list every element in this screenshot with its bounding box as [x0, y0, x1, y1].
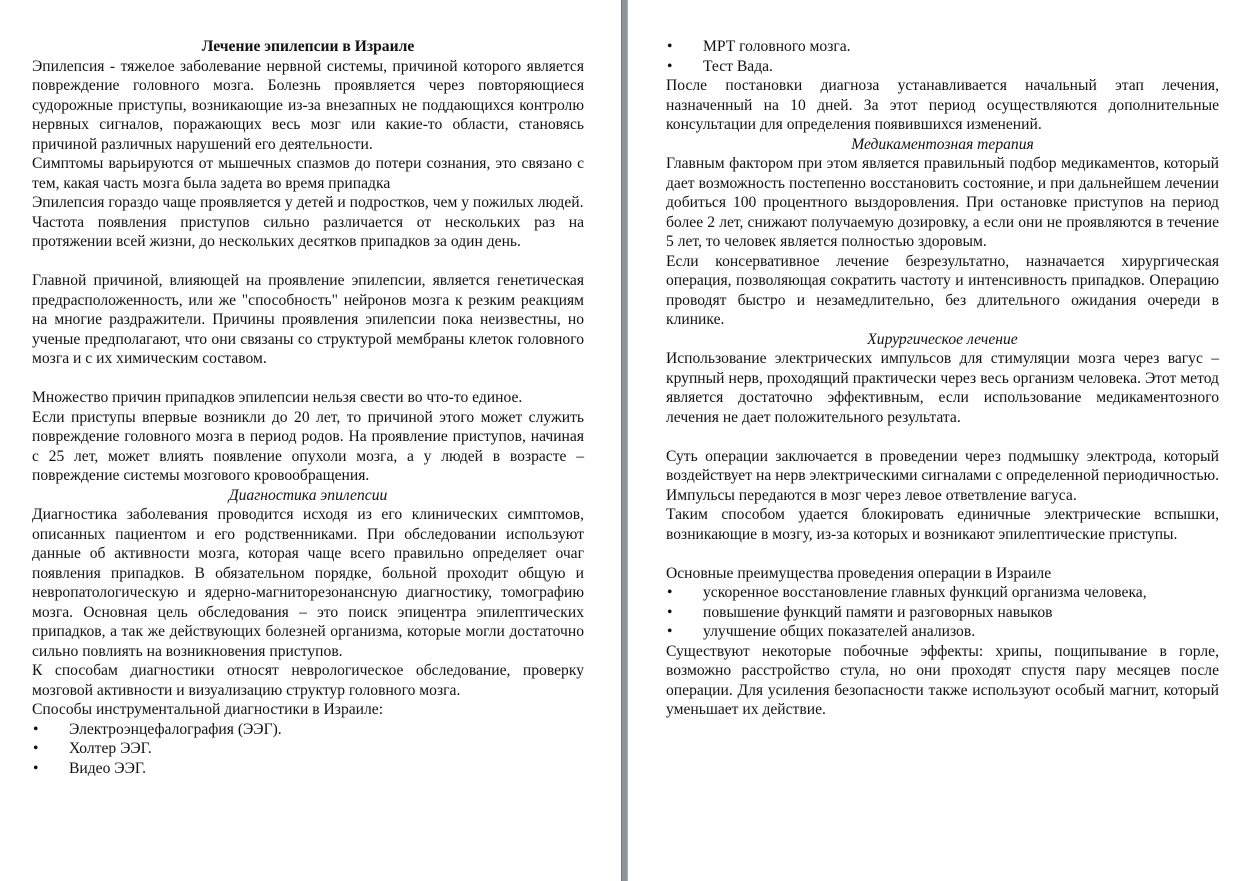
heading-surgical-treatment: Хирургическое лечение: [867, 330, 1018, 348]
paragraph-advantages-intro: Основные преимущества проведения операции в Израиле: [666, 564, 1052, 582]
heading-drug-therapy: Медикаментозная терапия: [851, 135, 1034, 153]
paragraph-side-effects: Существуют некоторые побочные эффекты: хрипы, пощипывание в горле, возможно расстройство стула, но они проходят спустя пару месяцев после операции. Для усиления безопасности также используют особый магнит, который уменьшает их действие.: [666, 642, 1219, 718]
paragraph-instrumental-intro: Способы инструментальной диагностики в Израиле:: [32, 701, 384, 718]
paragraph-frequency: Частота появления приступов сильно различается от нескольких раз на протяжении всей жизни, до нескольких десятков припадков за один день.: [32, 213, 584, 250]
paragraph-medication: Главным фактором при этом является правильный подбор медикаментов, который дает возможность постепенно восстановить состояние, и при дальнейшем лечении добиться 100 процентного выздоровления. При остановке приступов на период более 2 лет, снижают получаемую дозировку, а если они не проявляются в течение 5 лет, то человек является полностью здоровым.: [666, 155, 1219, 250]
paragraph-operation-essence: Суть операции заключается в проведении через подмышку электрода, который воздействует на нерв электрическими сигналами с определенной периодичностью. Импульсы передаются в мозг через левое ответвление вагуса.: [666, 447, 1219, 504]
paragraph-causes-variety: Множество причин припадков эпилепсии нельзя свести во что-то единое.: [32, 389, 523, 406]
page-divider: [621, 0, 628, 881]
blank-line: [32, 369, 584, 389]
list-item: • МРТ головного мозга.: [666, 37, 1219, 57]
paragraph-surgery-indication: Если консервативное лечение безрезультатно, назначается хирургическая операция, позволяющая сократить частоту и интенсивность припадков. Операцию проводят быстро и незамедлительно, без длительного ожидания очереди в клинике.: [666, 252, 1219, 328]
list-item: • Холтер ЭЭГ.: [32, 739, 584, 759]
blank-line: [32, 252, 584, 272]
document-page-left: [0, 0, 621, 881]
paragraph-blocking: Таким способом удается блокировать единичные электрические вспышки, возникающие в мозгу, из-за которых и возникают эпилептические приступы.: [666, 506, 1219, 543]
diagnostics-list: [32, 720, 584, 779]
paragraph-vagus-stimulation: Использование электрических импульсов для стимуляции мозга через вагус – крупный нерв, проходящий практически через весь организм человека. Этот метод является достаточно эффективным, если использование медикаментозного лечения не дает положительного результата.: [666, 350, 1219, 426]
paragraph-initial-treatment: После постановки диагноза устанавливается начальный этап лечения, назначенный на 10 дней. За этот период осуществляются дополнительные консультации для определения появившихся изменений.: [666, 77, 1219, 133]
paragraph-age: Эпилепсия гораздо чаще проявляется у детей и подростков, чем у пожилых людей.: [32, 194, 584, 211]
page-left-text-column: [32, 37, 584, 778]
paragraph-diagnostic-methods: К способам диагностики относят неврологическое обследование, проверку мозговой активности и визуализацию структур головного мозга.: [32, 662, 584, 699]
paragraph-intro: Эпилепсия - тяжелое заболевание нервной системы, причиной которого является повреждение головного мозга. Болезнь проявляется через повторяющиеся судорожные приступы, возникающие из-за внезапных не поддающихся контролю нервных сигналов, поражающих весь мозг или какие-то области, становясь причиной различных нарушений его деятельности.: [32, 57, 584, 153]
blank-line: [666, 427, 1219, 447]
paragraph-causes: Главной причиной, влияющей на проявление эпилепсии, является генетическая предрасположенность, или же "способность" нейронов мозга к резким реакциям на многие раздражители. Причины проявления эпилепсии пока неизвестны, но ученые предполагают, что они связаны со структурой мембраны клеток головного мозга и с их химическим составом.: [32, 272, 584, 367]
document-title: Лечение эпилепсии в Израиле: [201, 38, 415, 55]
page-right-text-column: [666, 37, 1219, 720]
list-item: • ускоренное восстановление главных функций организма человека,: [666, 583, 1219, 603]
list-item: • Видео ЭЭГ.: [32, 759, 584, 779]
diagnostics-list-continued: [666, 37, 1219, 76]
document-page-right: [628, 0, 1255, 881]
list-item: • Электроэнцефалография (ЭЭГ).: [32, 720, 584, 740]
heading-diagnostics: Диагностика эпилепсии: [228, 486, 388, 504]
paragraph-diagnostics: Диагностика заболевания проводится исходя из его клинических симптомов, описанных пациентом и его родственниками. При обследовании используют данные об активности мозга, которая чаще всего правильно определяет очаг появления припадков. В обязательном порядке, больной проходит общую и невропатологическую и ядерно-магниторезонансную диагностику, томографию мозга. Основная цель обследования – это поиск эпицентра эпилептических припадков, а так же действующих болезней организма, которые могли достаточно сильно повлиять на возникновения приступов.: [32, 506, 584, 660]
list-item: • повышение функций памяти и разговорных навыков: [666, 603, 1219, 623]
advantages-list: [666, 583, 1219, 642]
blank-line: [666, 544, 1219, 564]
paragraph-onset-age: Если приступы впервые возникли до 20 лет, то причиной этого может служить повреждение головного мозга в период родов. На проявление приступов, начиная с 25 лет, может влиять появление опухоли мозга, а у людей в возрасте – повреждение системы мозгового кровообращения.: [32, 408, 584, 484]
list-item: • Тест Вада.: [666, 57, 1219, 77]
list-item: • улучшение общих показателей анализов.: [666, 622, 1219, 642]
paragraph-symptoms: Симптомы варьируются от мышечных спазмов до потери сознания, это связано с тем, какая часть мозга была задета во время припадка: [32, 155, 584, 192]
